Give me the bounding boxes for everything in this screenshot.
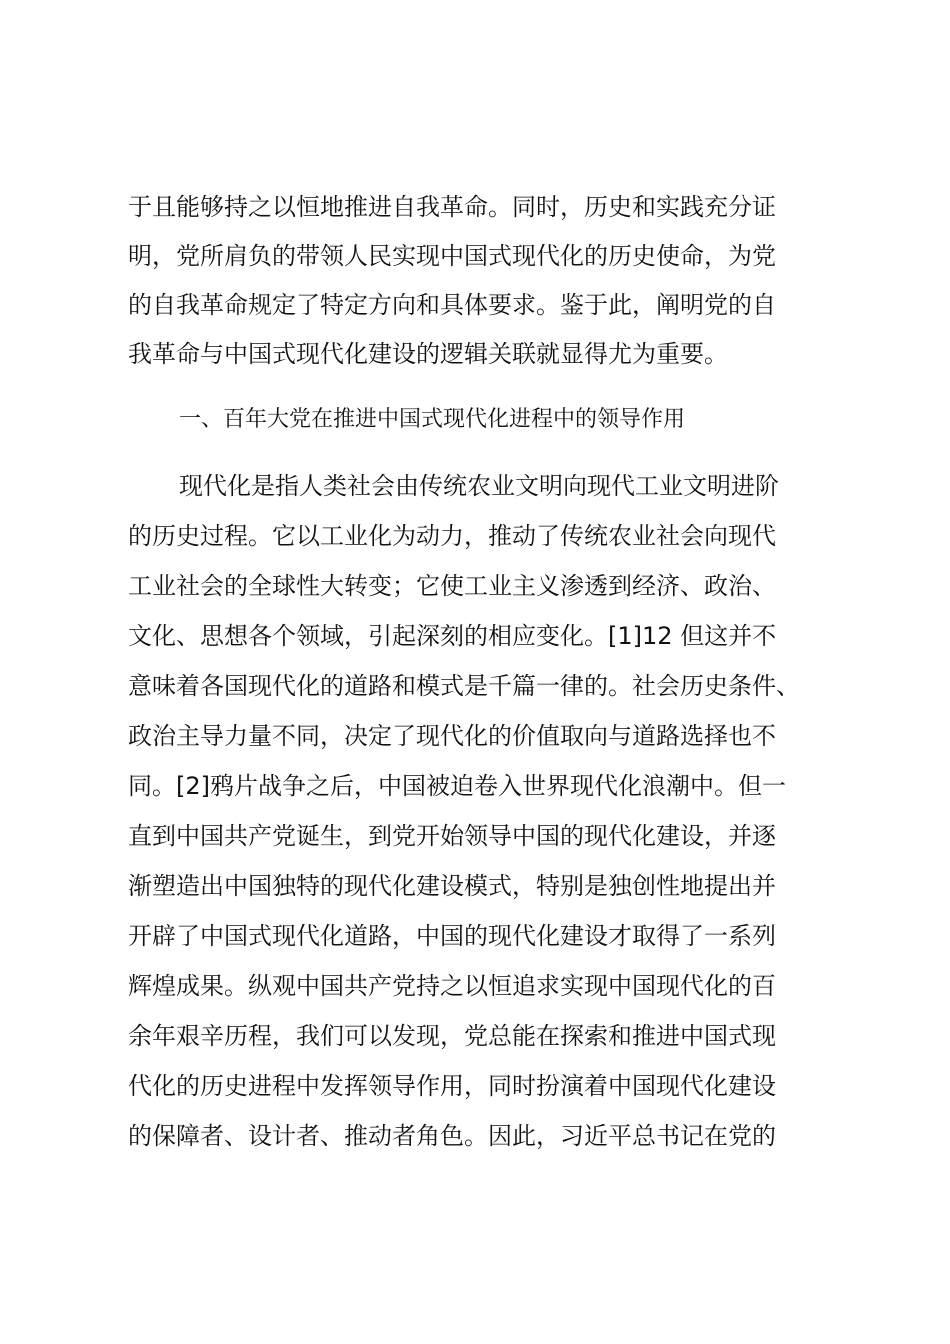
text-line: 政治主导力量不同，决定了现代化的价值取向与道路选择也不 — [128, 722, 776, 750]
text-line: 同。[2]鸦片战争之后，中国被迫卷入世界现代化浪潮中。但一 — [128, 772, 786, 800]
section-heading: 一、百年大党在推进中国式现代化进程中的领导作用 — [179, 407, 686, 432]
text-line: 代化的历史进程中发挥领导作用，同时扮演着中国现代化建设 — [128, 1072, 776, 1100]
text-line: 意味着各国现代化的道路和模式是千篇一律的。社会历史条件、 — [128, 672, 800, 700]
text-line: 开辟了中国式现代化道路，中国的现代化建设才取得了一系列 — [128, 922, 776, 950]
text-line: 渐塑造出中国独特的现代化建设模式，特别是独创性地提出并 — [128, 872, 776, 900]
text-line: 直到中国共产党诞生，到党开始领导中国的现代化建设，并逐 — [128, 822, 776, 850]
text-line: 的自我革命规定了特定方向和具体要求。鉴于此，阐明党的自 — [128, 291, 776, 319]
text-line: 余年艰辛历程，我们可以发现，党总能在探索和推进中国式现 — [128, 1022, 776, 1050]
text-line: 我革命与中国式现代化建设的逻辑关联就显得尤为重要。 — [128, 340, 728, 368]
text-line: 现代化是指人类社会由传统农业文明向现代工业文明进阶 — [179, 472, 779, 500]
text-line: 辉煌成果。纵观中国共产党持之以恒追求实现中国现代化的百 — [128, 972, 776, 1000]
text-line: 于且能够持之以恒地推进自我革命。同时，历史和实践充分证 — [128, 193, 776, 221]
text-line: 明，党所肩负的带领人民实现中国式现代化的历史使命，为党 — [128, 242, 776, 270]
text-line: 的历史过程。它以工业化为动力，推动了传统农业社会向现代 — [128, 522, 776, 550]
text-line: 文化、思想各个领域，引起深刻的相应变化。[1]12 但这并不 — [128, 622, 777, 650]
text-line: 工业社会的全球性大转变；它使工业主义渗透到经济、政治、 — [128, 572, 776, 600]
text-line: 的保障者、设计者、推动者角色。因此，习近平总书记在党的 — [128, 1122, 776, 1150]
